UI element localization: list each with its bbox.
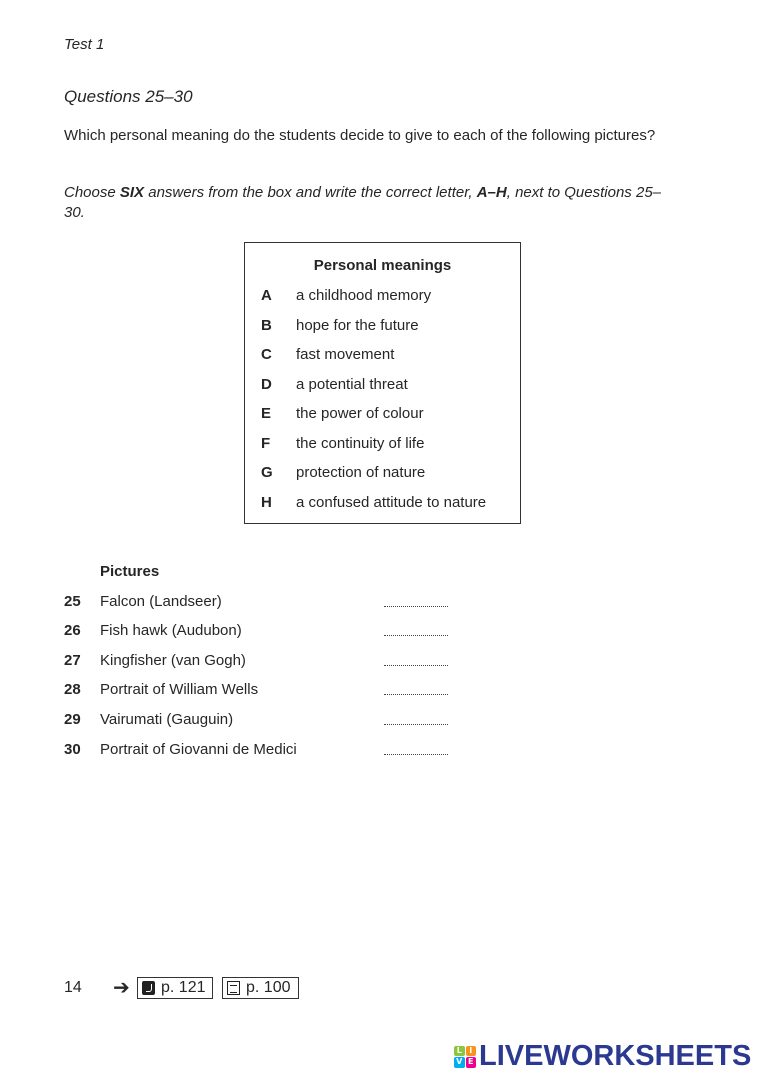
option-letter: F bbox=[261, 435, 271, 452]
answer-input-26[interactable] bbox=[384, 635, 448, 636]
option-text: the continuity of life bbox=[296, 435, 425, 452]
answer-input-29[interactable] bbox=[384, 724, 448, 725]
picture-title: Vairumati (Gauguin) bbox=[100, 711, 234, 728]
option-letter: A bbox=[261, 287, 272, 304]
test-label: Test 1 bbox=[64, 36, 105, 53]
picture-title: Portrait of Giovanni de Medici bbox=[100, 741, 297, 758]
option-letter: C bbox=[261, 346, 272, 363]
question-number: 30 bbox=[64, 741, 81, 758]
document-icon bbox=[227, 981, 240, 995]
answer-page-reference[interactable] bbox=[222, 977, 299, 999]
liveworksheets-logo bbox=[454, 1040, 751, 1073]
option-text: protection of nature bbox=[296, 464, 426, 481]
option-f bbox=[245, 435, 520, 455]
question-28 bbox=[64, 681, 464, 701]
option-text: a childhood memory bbox=[296, 287, 432, 304]
picture-title: Fish hawk (Audubon) bbox=[100, 622, 242, 639]
option-text: a confused attitude to nature bbox=[296, 494, 487, 511]
question-27 bbox=[64, 652, 464, 672]
option-letter: E bbox=[261, 405, 272, 422]
answer-page-label: p. 100 bbox=[246, 979, 291, 996]
picture-title: Kingfisher (van Gogh) bbox=[100, 652, 246, 669]
picture-title: Portrait of William Wells bbox=[100, 681, 259, 698]
option-text: the power of colour bbox=[296, 405, 424, 422]
choose-instruction: Choose SIX answers from the box and write the correct letter, A–H, next to Questions 25–30. bbox=[64, 184, 661, 221]
picture-title: Falcon (Landseer) bbox=[100, 593, 222, 610]
option-letter: D bbox=[261, 376, 272, 393]
option-letter: G bbox=[261, 464, 273, 481]
question-26 bbox=[64, 622, 464, 642]
answer-input-27[interactable] bbox=[384, 665, 448, 666]
box-title: Personal meanings bbox=[313, 257, 452, 274]
option-text: a potential threat bbox=[296, 376, 408, 393]
option-e bbox=[245, 405, 520, 425]
questions-heading: Questions 25–30 bbox=[64, 87, 193, 106]
question-29 bbox=[64, 711, 464, 731]
option-text: hope for the future bbox=[296, 317, 419, 334]
option-h bbox=[245, 494, 520, 514]
option-b bbox=[245, 317, 520, 337]
answer-input-30[interactable] bbox=[384, 754, 448, 755]
option-c bbox=[245, 346, 520, 366]
audio-page-label: p. 121 bbox=[161, 979, 206, 996]
instruction-text: Which personal meaning do the students decide to give to each of the following pictures? bbox=[64, 127, 656, 144]
answer-input-25[interactable] bbox=[384, 606, 448, 607]
option-letter: B bbox=[261, 317, 272, 334]
question-25 bbox=[64, 593, 464, 613]
answer-input-28[interactable] bbox=[384, 694, 448, 695]
option-g bbox=[245, 464, 520, 484]
logo-mark-icon: L I V E bbox=[454, 1046, 476, 1068]
arrow-right-icon: ➔ bbox=[113, 977, 130, 999]
question-number: 28 bbox=[64, 681, 81, 698]
option-letter: H bbox=[261, 494, 272, 511]
option-d bbox=[245, 376, 520, 396]
logo-text: LIVEWORKSHEETS bbox=[479, 1040, 752, 1072]
question-number: 27 bbox=[64, 652, 81, 669]
personal-meanings-box bbox=[244, 242, 521, 524]
question-number: 25 bbox=[64, 593, 81, 610]
question-30 bbox=[64, 741, 464, 761]
question-number: 29 bbox=[64, 711, 81, 728]
pictures-heading: Pictures bbox=[100, 563, 160, 580]
question-number: 26 bbox=[64, 622, 81, 639]
page-number: 14 bbox=[64, 979, 82, 996]
audio-page-reference[interactable] bbox=[137, 977, 213, 999]
audio-script-icon bbox=[142, 981, 155, 995]
option-a bbox=[245, 287, 520, 307]
option-text: fast movement bbox=[296, 346, 395, 363]
